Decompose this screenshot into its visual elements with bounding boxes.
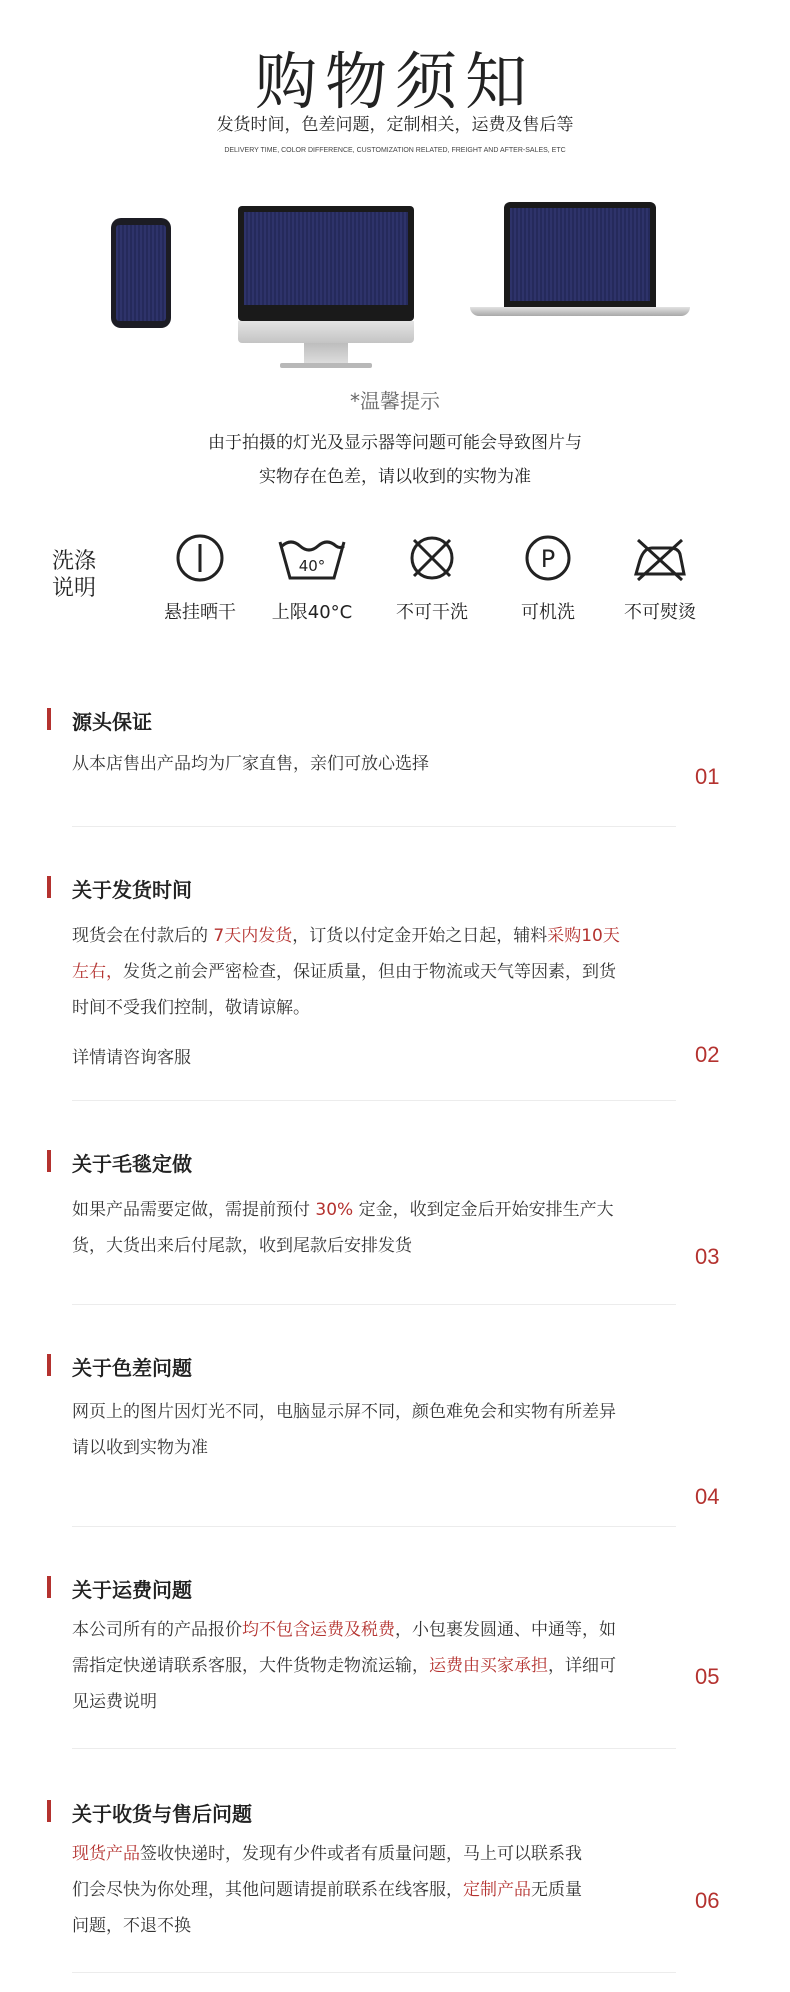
section-marker [47, 1354, 51, 1376]
section-body-line [72, 1648, 684, 1684]
section-body-line [72, 990, 684, 1026]
desktop-monitor-image [238, 206, 414, 368]
wash-40-icon [276, 532, 348, 584]
body-text: 问题，不退不换 [72, 1916, 191, 1936]
body-text: 定金，收到定金后开始安排生产大 [353, 1200, 614, 1220]
wash-item-label: 不可熨烫 [624, 602, 696, 623]
section-body-line [72, 1684, 684, 1720]
wash-item-wash-40 [252, 532, 372, 624]
section-number: 01 [695, 764, 720, 789]
phone-image [111, 218, 171, 328]
section-title: 关于运费问题 [72, 1578, 192, 1602]
section-divider [72, 826, 676, 827]
section-body [72, 918, 684, 1026]
section-divider [72, 1304, 676, 1305]
section-body [72, 1192, 684, 1264]
section-marker [47, 1800, 51, 1822]
section-body-line [72, 1836, 684, 1872]
hang-dry-icon [174, 532, 226, 584]
body-text: 货，大货出来后付尾款，收到尾款后安排发货 [72, 1236, 412, 1256]
body-text: 发货之前会严密检查，保证质量，但由于物流或天气等因素，到货 [123, 962, 616, 982]
section-number: 06 [695, 1888, 720, 1913]
highlighted-text: 采购10天 [547, 926, 620, 946]
section-body-line [72, 1228, 684, 1264]
section-number: 05 [695, 1664, 720, 1689]
body-text: 签收快递时，发现有少件或者有质量问题，马上可以联系我 [140, 1844, 582, 1864]
wash-item-label: 不可干洗 [396, 602, 468, 623]
body-text: 请以收到实物为准 [72, 1438, 208, 1458]
section-body-line [72, 918, 684, 954]
section-number: 02 [695, 1042, 720, 1067]
wash-item-dry-clean-p [488, 532, 608, 624]
section-title: 关于色差问题 [72, 1356, 192, 1380]
body-text: 见运费说明 [72, 1692, 157, 1712]
section-marker [47, 708, 51, 730]
section-body-line [72, 1192, 684, 1228]
section-body [72, 1394, 684, 1466]
page-title: 购物须知 [254, 45, 535, 118]
section-divider [72, 1526, 676, 1527]
body-text: ，详细可 [548, 1656, 616, 1676]
section-marker [47, 1150, 51, 1172]
body-text: 如果产品需要定做，需提前预付 [72, 1200, 316, 1220]
highlighted-text: 左右， [72, 962, 123, 982]
body-text: 从本店售出产品均为厂家直售，亲们可放心选择 [72, 754, 429, 774]
svg-text:40°: 40° [298, 557, 326, 575]
wash-item-label: 可机洗 [521, 602, 575, 623]
highlighted-text: 现货产品 [72, 1844, 140, 1864]
body-text: 无质量 [531, 1880, 582, 1900]
body-text: ，订货以付定金开始之日起，辅料 [292, 926, 548, 946]
dry-clean-p-icon [522, 532, 574, 584]
section-marker [47, 876, 51, 898]
section-title: 关于收货与售后问题 [72, 1802, 252, 1826]
tip-title: *温馨提示 [350, 389, 440, 413]
highlighted-text: 均不包含运费及税费 [242, 1620, 395, 1640]
body-text: 需指定快递请联系客服，大件货物走物流运输， [72, 1656, 429, 1676]
section-divider [72, 1100, 676, 1101]
wash-label-line-2: 说明 [52, 576, 97, 601]
highlighted-text: 30% [315, 1200, 354, 1220]
no-dry-clean-icon [406, 532, 458, 584]
section-marker [47, 1576, 51, 1598]
wash-item-label: 悬挂晒干 [164, 602, 236, 623]
section-body-line [72, 1612, 684, 1648]
page-subtitle: 发货时间，色差问题，定制相关，运费及售后等 [216, 115, 574, 135]
wash-instructions-label [52, 548, 112, 602]
highlighted-text: 运费由买家承担 [429, 1656, 548, 1676]
laptop-image [470, 202, 690, 316]
section-body [72, 1612, 684, 1720]
no-iron-icon [630, 532, 690, 584]
section-body-line [72, 746, 684, 782]
section-body-line [72, 1430, 684, 1466]
svg-text:P: P [540, 545, 556, 573]
section-extra-note: 详情请咨询客服 [72, 1048, 191, 1068]
highlighted-text: 定制产品 [463, 1880, 531, 1900]
wash-item-hang-dry [140, 532, 260, 624]
apple-logo-icon [238, 321, 414, 343]
body-text: 现货会在付款后的 [72, 926, 214, 946]
device-illustration [0, 198, 790, 348]
section-title: 源头保证 [72, 710, 152, 734]
section-number: 03 [695, 1244, 720, 1269]
section-title: 关于毛毯定做 [72, 1152, 192, 1176]
body-text: 本公司所有的产品报价 [72, 1620, 242, 1640]
wash-label-line-1: 洗涤 [52, 549, 97, 574]
body-text: 们会尽快为你处理，其他问题请提前联系在线客服， [72, 1880, 463, 1900]
highlighted-text: 7天内发货 [213, 926, 293, 946]
section-divider [72, 1972, 676, 1973]
section-body-line [72, 1872, 684, 1908]
tip-line-1: 由于拍摄的灯光及显示器等问题可能会导致图片与 [208, 433, 582, 453]
wash-item-no-iron [600, 532, 720, 624]
body-text: ，小包裹发圆通、中通等，如 [395, 1620, 616, 1640]
section-title: 关于发货时间 [72, 878, 192, 902]
section-body-line [72, 954, 684, 990]
page-subtitle-english: DELIVERY TIME, COLOR DIFFERENCE, CUSTOMIZATION RELATED, FREIGHT AND AFTER-SALES, ETC [224, 147, 566, 154]
section-number: 04 [695, 1484, 720, 1509]
body-text: 网页上的图片因灯光不同，电脑显示屏不同，颜色难免会和实物有所差异 [72, 1402, 616, 1422]
section-body-line [72, 1908, 684, 1944]
section-body-line [72, 1394, 684, 1430]
section-body [72, 746, 684, 782]
section-divider [72, 1748, 676, 1749]
wash-item-no-dry-clean [372, 532, 492, 624]
section-body [72, 1836, 684, 1944]
wash-item-label: 上限40°C [271, 602, 353, 623]
body-text: 时间不受我们控制，敬请谅解。 [72, 998, 310, 1018]
tip-line-2: 实物存在色差，请以收到的实物为准 [259, 467, 531, 487]
